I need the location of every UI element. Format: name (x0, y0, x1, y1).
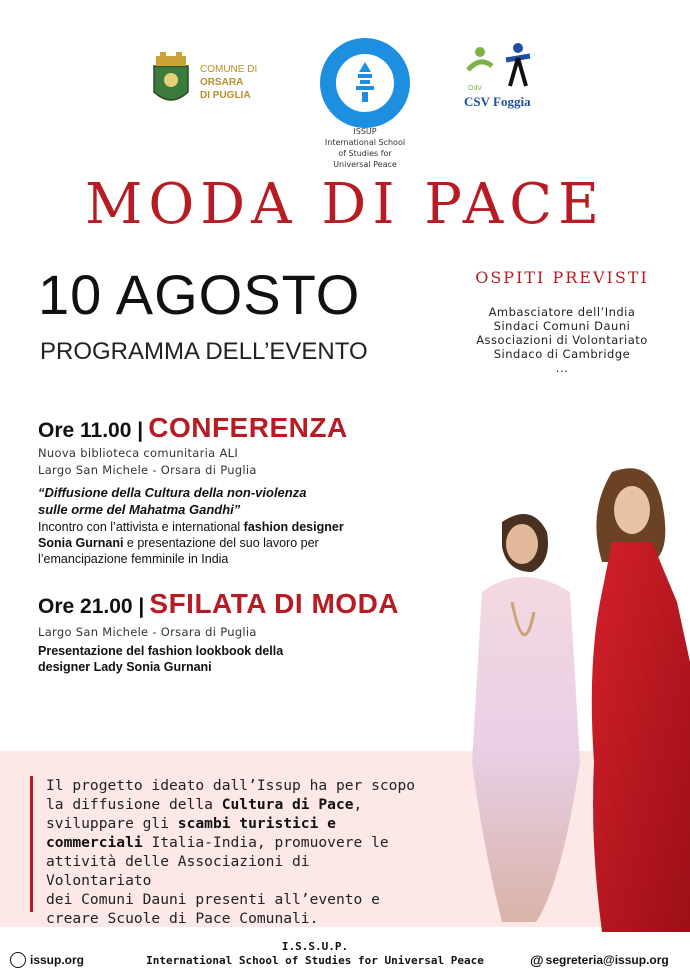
event2-desc-1: Presentazione del fashion lookbook della (38, 644, 284, 658)
issup-caption-2: International School (324, 138, 406, 147)
models-photo (462, 462, 690, 932)
comune-text-3: DI PUGLIA (200, 90, 251, 101)
event1-title: CONFERENZA (148, 412, 348, 443)
event1-place-2: Largo San Michele - Orsara di Puglia (38, 463, 257, 477)
guests-heading: OSPITI PREVISTI (475, 268, 649, 287)
footer-org (130, 940, 500, 968)
intro-line: Il progetto ideato dall’Issup ha per scopo (46, 777, 416, 794)
event1-desc-1a: Incontro con l’attivista e international (38, 520, 244, 534)
guests-list (455, 305, 669, 375)
footer-org-acronym: I.S.S.U.P. (281, 940, 349, 953)
event1-desc-3: l’emancipazione femminile in India (38, 552, 229, 566)
comune-text-2: ORSARA (200, 77, 244, 88)
globe-icon (10, 952, 26, 968)
intro-line: creare Scuole di Pace Comunali. (46, 910, 319, 927)
event1-quote-1: “Diffusione della Cultura della non-violenza (38, 485, 307, 500)
intro-line: sviluppare gli scambi turistici e (46, 815, 336, 832)
csv-odv-text: OdV (468, 85, 483, 92)
comune-orsara-logo (148, 50, 268, 110)
event-title: MODA DI PACE (85, 172, 605, 237)
intro-text (46, 776, 416, 928)
website-text: issup.org (30, 953, 85, 967)
event1-header (38, 412, 348, 444)
event1-desc-1 (38, 519, 344, 535)
email-text: segreteria@issup.org (545, 953, 669, 967)
issup-caption-4: Universal Peace (333, 160, 397, 169)
intro-line: attività delle Associazioni di Volontariato (46, 853, 310, 889)
intro-accent-bar (30, 776, 33, 912)
event2-title: SFILATA DI MODA (149, 588, 400, 619)
issup-caption-3: of Studies for (338, 149, 392, 158)
guest-item: Sindaco di Cambridge (493, 347, 631, 361)
issup-logo (318, 36, 412, 130)
footer-website[interactable] (10, 952, 84, 968)
issup-caption (300, 126, 430, 170)
guest-item: Sindaci Comuni Dauni (493, 319, 631, 333)
event2-place: Largo San Michele - Orsara di Puglia (38, 625, 257, 639)
intro-line: la diffusione della Cultura di Pace, (46, 796, 363, 813)
csv-foggia-logo (462, 40, 546, 112)
guest-item: ... (555, 361, 569, 375)
intro-line: dei Comuni Dauni presenti all’evento e (46, 891, 380, 908)
people-icon (468, 43, 530, 86)
event1-desc-2b: e presentazione del suo lavoro per (123, 536, 319, 550)
footer-email[interactable] (530, 952, 669, 968)
event-date: 10 AGOSTO (38, 263, 361, 326)
guest-item: Associazioni di Volontariato (476, 333, 648, 347)
event1-time: Ore 11.00 | (38, 419, 144, 442)
comune-text-1: COMUNE DI (200, 64, 258, 75)
model-right (592, 468, 690, 932)
coat-of-arms-icon (154, 52, 188, 100)
event1-desc-2 (38, 535, 319, 551)
event1-quote-2: sulle orme del Mahatma Gandhi” (38, 502, 241, 517)
intro-line: commerciali Italia-India, promuovere le (46, 834, 389, 851)
footer-org-name: International School of Studies for Universal Peace (146, 954, 484, 967)
at-icon: @ (530, 952, 544, 968)
csv-name-text: CSV Foggia (464, 94, 531, 109)
event1-desc-1b: fashion designer (243, 520, 344, 534)
event2-desc-2: designer Lady Sonia Gurnani (38, 660, 212, 674)
model-left (472, 514, 580, 922)
event2-header (38, 588, 399, 620)
program-heading: PROGRAMMA DELL’EVENTO (40, 338, 368, 365)
issup-caption-1: ISSUP (353, 127, 377, 136)
guest-item: Ambasciatore dell’India (488, 305, 636, 319)
event2-time: Ore 21.00 | (38, 595, 145, 618)
event1-place-1: Nuova biblioteca comunitaria ALI (38, 446, 239, 460)
event1-desc-2a: Sonia Gurnani (38, 536, 124, 550)
